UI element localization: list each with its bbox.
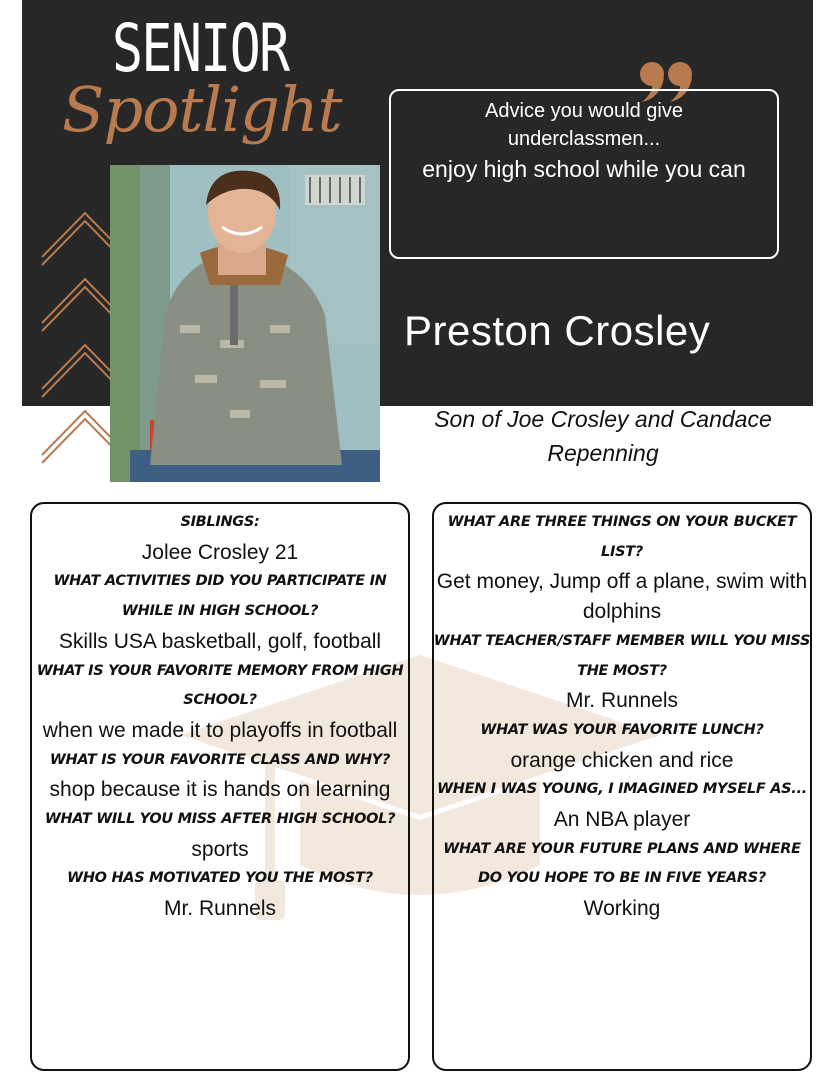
question-motivated: WHO HAS MOTIVATED YOU THE MOST? (67, 870, 373, 887)
answer-favorite-memory: when we made it to playoffs in football (42, 718, 398, 742)
right-panel (432, 502, 812, 1071)
question-teacher: WHAT TEACHER/STAFF MEMBER WILL YOU MISS THE MOST? (433, 632, 811, 679)
question-imagined: WHEN I WAS YOUNG, I IMAGINED MYSELF AS... (437, 781, 807, 798)
advice-prompt: Advice you would give underclassmen... (485, 100, 683, 150)
answer-future-plans: Working (583, 897, 661, 921)
answer-teacher: Mr. Runnels (565, 689, 679, 713)
answer-favorite-lunch: orange chicken and rice (510, 748, 734, 772)
question-siblings: SIBLINGS: (180, 514, 260, 530)
question-favorite-memory: WHAT IS YOUR FAVORITE MEMORY FROM HIGH SCHOOL? (36, 662, 404, 709)
answer-siblings: Jolee Crosley 21 (141, 540, 299, 564)
parents-line: Son of Joe Crosley and Candace Repenning (434, 406, 772, 466)
student-name: Preston Crosley (404, 307, 711, 354)
question-future-plans: WHAT ARE YOUR FUTURE PLANS AND WHERE DO YOU HOPE TO BE IN FIVE YEARS? (443, 840, 801, 887)
left-panel (30, 502, 410, 1071)
advice-box (389, 89, 779, 259)
question-bucket-list: WHAT ARE THREE THINGS ON YOUR BUCKET LIST? (447, 514, 797, 560)
question-favorite-class: WHAT IS YOUR FAVORITE CLASS AND WHY? (49, 751, 391, 768)
advice-answer: enjoy high school while you can (422, 156, 746, 182)
answer-favorite-class: shop because it is hands on learning (49, 778, 391, 802)
student-photo (110, 165, 380, 482)
question-favorite-lunch: WHAT WAS YOUR FAVORITE LUNCH? (480, 721, 764, 738)
question-activities: WHAT ACTIVITIES DID YOU PARTICIPATE IN WHILE IN HIGH SCHOOL? (53, 573, 387, 620)
question-miss-after: WHAT WILL YOU MISS AFTER HIGH SCHOOL? (44, 811, 396, 828)
title-senior: SENIOR (112, 10, 289, 87)
title-spotlight: Spotlight (62, 73, 342, 146)
answer-activities: Skills USA basketball, golf, football (58, 629, 382, 653)
answer-motivated: Mr. Runnels (163, 897, 277, 921)
answer-imagined: An NBA player (553, 808, 691, 832)
answer-bucket-list: Get money, Jump off a plane, swim with dolphins (436, 570, 808, 624)
answer-miss-after: sports (191, 837, 249, 861)
